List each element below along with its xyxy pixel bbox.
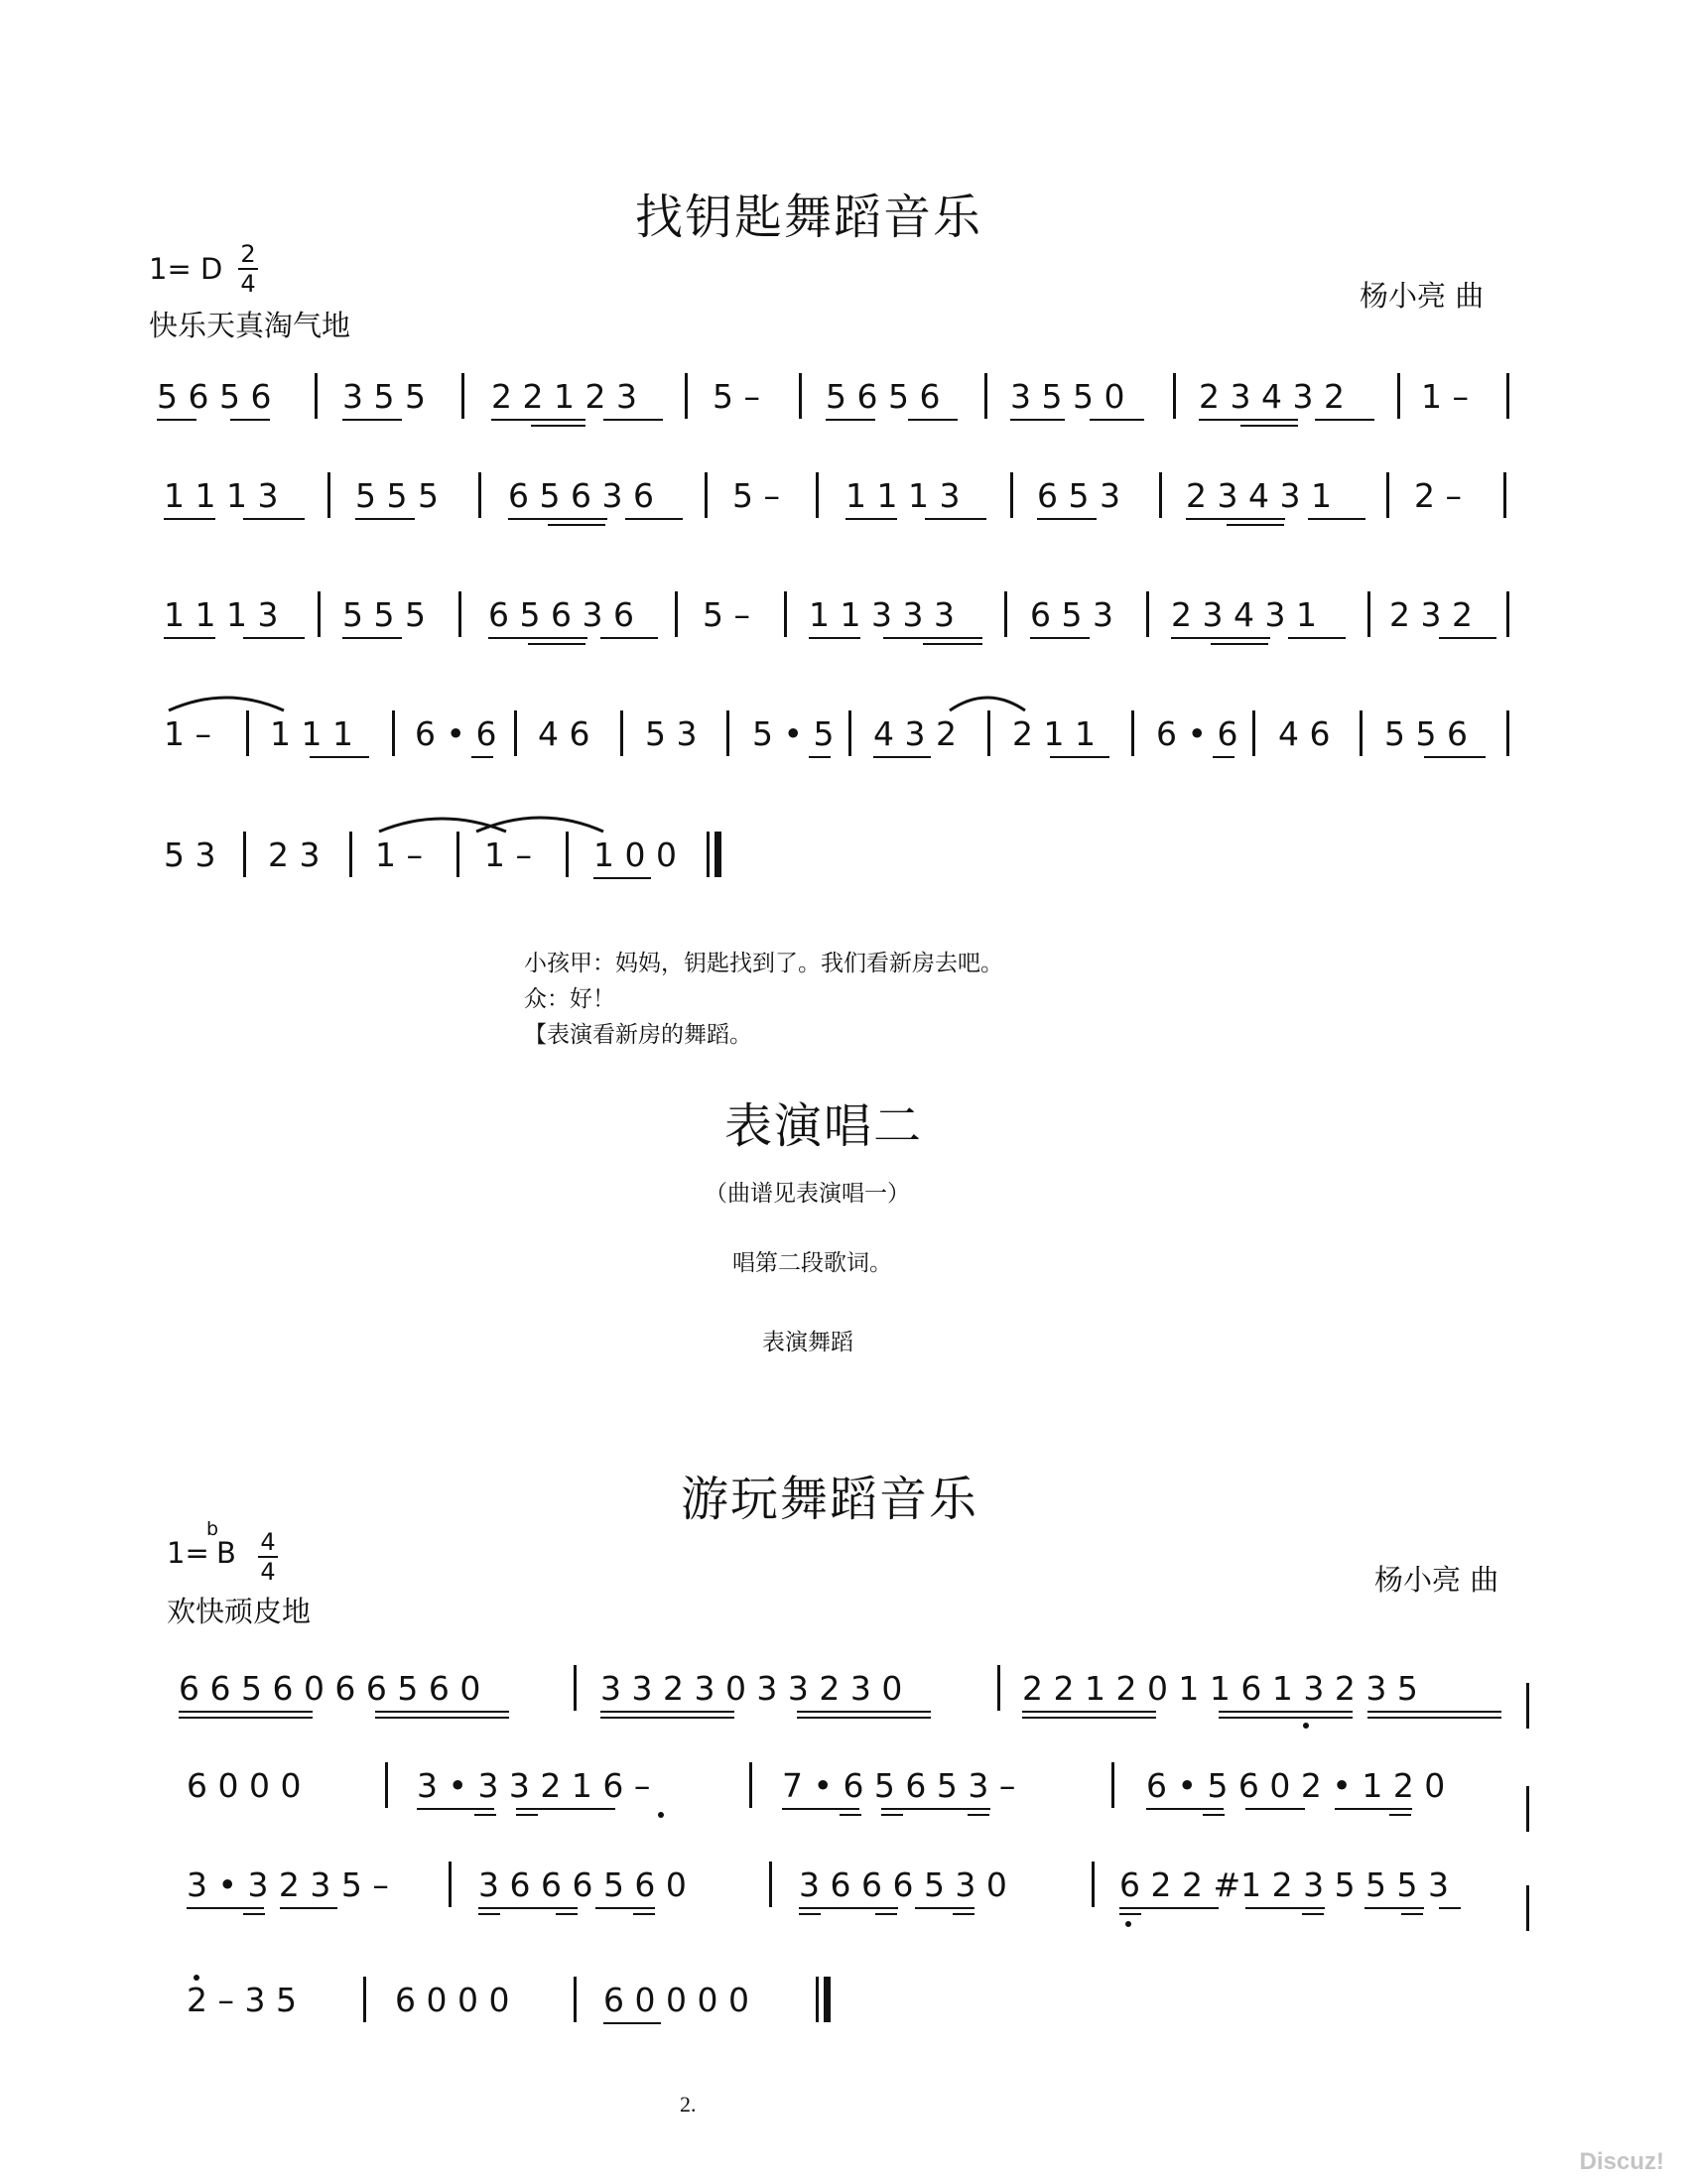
song1-l2-m7: 2 3 4 3 1 <box>1186 476 1332 515</box>
song1-l4-m9: 6 • 6 <box>1156 714 1238 753</box>
song2-key-letter: B <box>216 1536 236 1570</box>
song1-l1-m3: 2 2 1 2 3 <box>491 377 637 416</box>
song2-line-4 <box>0 1981 1688 2050</box>
song1-l3-m5: 1 1 3 3 3 <box>809 595 955 634</box>
song1-l5-m4: 1 – <box>484 835 532 874</box>
song1-l2-m6: 6 5 3 <box>1037 476 1120 515</box>
song2-l2-m1: 6 0 0 0 <box>187 1766 302 1805</box>
flat-icon: b <box>206 1518 219 1540</box>
song1-l4-m11: 5 5 6 <box>1384 714 1468 753</box>
song1-l5-m1: 5 3 <box>164 835 216 874</box>
song2-l1-m2: 3 3 2 3 0 3 3 2 3 0 <box>600 1669 903 1708</box>
song2-l1-m3: 2 2 1 2 0 1 1 6 1 3 2 3 5 <box>1022 1669 1418 1708</box>
section2-title: 表演唱二 <box>724 1098 924 1154</box>
song1-line-2 <box>0 476 1688 546</box>
watermark: Discuz! <box>1579 2148 1664 2175</box>
song1-l1-m4: 5 – <box>713 377 760 416</box>
song2-l3-m3: 3 6 6 6 5 3 0 <box>799 1865 1007 1904</box>
song2-title: 游玩舞蹈音乐 <box>681 1472 979 1527</box>
song1-l1-m7: 2 3 4 3 2 <box>1199 377 1345 416</box>
song1-l4-m4: 4 6 <box>538 714 590 753</box>
song1-l2-m4: 5 – <box>732 476 780 515</box>
section2-note: （曲谱见表演唱一） <box>705 1181 910 1207</box>
song1-l3-m7: 2 3 4 3 1 <box>1171 595 1317 634</box>
song1-time-top: 2 <box>240 240 256 268</box>
song1-l2-m3: 6 5 6 3 6 <box>508 476 654 515</box>
song1-l5-m3: 1 – <box>375 835 423 874</box>
song1-l1-m5: 5 6 5 6 <box>826 377 941 416</box>
song1-l2-m8: 2 – <box>1414 476 1462 515</box>
song1-time-signature <box>238 242 258 296</box>
song2-l3-m2: 3 6 6 6 5 6 0 <box>478 1865 687 1904</box>
song1-l2-m2: 5 5 5 <box>355 476 439 515</box>
song1-l5-m5: 1 0 0 <box>593 835 677 874</box>
song1-l3-m2: 5 5 5 <box>342 595 426 634</box>
song2-line-2 <box>0 1766 1688 1836</box>
song1-line-1 <box>0 377 1688 447</box>
song2-l1-m1: 6 6 5 6 0 6 6 5 6 0 <box>179 1669 481 1708</box>
song1-l4-m6: 5 • 5 <box>752 714 835 753</box>
song1-l1-m2: 3 5 5 <box>342 377 426 416</box>
song2-time-top: 4 <box>260 1528 276 1556</box>
low-octave-dot <box>658 1812 664 1818</box>
song1-l4-m1: 1 – <box>164 714 211 753</box>
song1-tempo: 快乐天真淘气地 <box>149 309 351 342</box>
song2-time-bottom: 4 <box>260 1558 276 1586</box>
song1-l4-m3: 6 • 6 <box>415 714 497 753</box>
song2-l4-m2: 6 0 0 0 <box>395 1981 510 2019</box>
song1-title: 找钥匙舞蹈音乐 <box>635 190 983 245</box>
song2-l2-m2: 3 • 3 3 2 1 6 – <box>417 1766 651 1805</box>
song1-line-4 <box>0 714 1688 784</box>
song2-composer: 杨小亮 曲 <box>1374 1563 1499 1597</box>
low-octave-dot <box>1125 1921 1131 1927</box>
section2-dance: 表演舞蹈 <box>762 1330 853 1355</box>
page-number: 2. <box>680 2092 697 2117</box>
song2-l3-m4: 6 2 2 #1 2 3 5 5 5 3 <box>1119 1865 1450 1904</box>
song2-l4-m3: 6 0 0 0 0 <box>603 1981 749 2019</box>
song1-line-3 <box>0 595 1688 665</box>
tie-arc <box>167 691 286 712</box>
song2-line-3 <box>0 1865 1688 1935</box>
song1-l3-m8: 2 3 2 <box>1389 595 1473 634</box>
dialogue-line-2: 众：好！ <box>524 986 615 1012</box>
song1-l4-m5: 5 3 <box>645 714 698 753</box>
song1-l3-m4: 5 – <box>703 595 750 634</box>
song1-l1-m8: 1 – <box>1421 377 1469 416</box>
dialogue-line-3: 【表演看新房的舞蹈。 <box>524 1022 752 1048</box>
section2-instruction: 唱第二段歌词。 <box>732 1250 892 1276</box>
song1-l1-m6: 3 5 5 0 <box>1010 377 1125 416</box>
song1-time-bottom: 4 <box>240 270 256 298</box>
song1-l4-m10: 4 6 <box>1278 714 1331 753</box>
song2-l2-m4: 6 • 5 6 0 2 • 1 2 0 <box>1146 1766 1446 1805</box>
tie-arc <box>377 810 605 834</box>
tie-arc <box>948 691 1027 712</box>
song1-key: 1= D <box>149 252 223 286</box>
song2-l3-m1: 3 • 3 2 3 5 – <box>187 1865 389 1904</box>
low-octave-dot <box>1303 1723 1309 1729</box>
song2-time-signature <box>258 1530 278 1584</box>
song1-l3-m6: 6 5 3 <box>1030 595 1113 634</box>
song1-line-5 <box>0 835 1688 905</box>
song1-l5-m2: 2 3 <box>268 835 321 874</box>
song1-l2-m5: 1 1 1 3 <box>845 476 961 515</box>
song2-l4-m1: 2 – 3 5 <box>187 1981 297 2019</box>
song1-l3-m1: 1 1 1 3 <box>164 595 279 634</box>
dialogue-line-1: 小孩甲：妈妈，钥匙找到了。我们看新房去吧。 <box>524 951 1003 976</box>
song1-l1-m1: 5 6 5 6 <box>157 377 272 416</box>
song1-l3-m3: 6 5 6 3 6 <box>488 595 634 634</box>
song2-key-prefix: 1= <box>167 1536 209 1570</box>
song2-l2-m3: 7 • 6 5 6 5 3 – <box>782 1766 1016 1805</box>
song1-l4-m7: 4 3 2 <box>873 714 957 753</box>
song1-l4-m2: 1 1 1 <box>270 714 353 753</box>
song2-line-1 <box>0 1669 1688 1738</box>
song1-l4-m8: 2 1 1 <box>1012 714 1096 753</box>
song1-composer: 杨小亮 曲 <box>1360 279 1485 313</box>
song1-l2-m1: 1 1 1 3 <box>164 476 279 515</box>
song2-tempo: 欢快顽皮地 <box>167 1595 312 1628</box>
